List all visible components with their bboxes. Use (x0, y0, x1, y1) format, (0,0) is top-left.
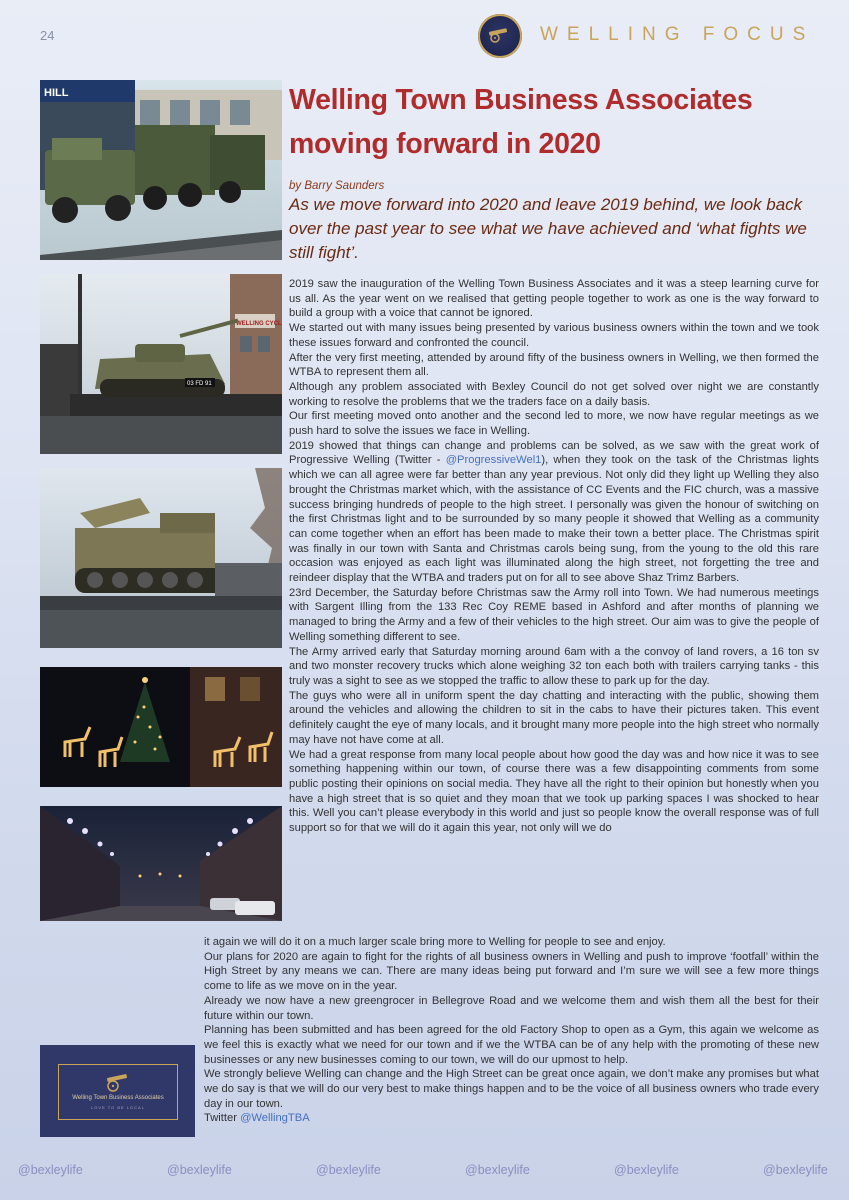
paragraph: Although any problem associated with Bexley Council do not get solved over night we are constantly working to resolve the problems that we the traders face on a daily basis. (289, 380, 819, 408)
paragraph: 2019 saw the inauguration of the Welling Town Business Associates and it was a steep learning curve for us all. As the year went on we realised that getting people together to work as one is the way forward to build a group with a voice that cannot be ignored. (289, 278, 819, 320)
paragraph: it again we will do it on a much larger scale bring more to Welling for people to see and enjoy. (204, 936, 666, 948)
paragraph: The Army arrived early that Saturday morning around 6am with a the convoy of land rovers, a 16 ton sv and two monster recovery trucks which alone weighing 32 ton each both with trailers carrying tanks - this truly was a sight to see as we stopped the traffic to allow these to park up for the day. (289, 645, 819, 687)
paragraph-progressive (289, 439, 819, 586)
cannon-icon (486, 26, 514, 44)
paragraph: Planning has been submitted and has been agreed for the old Factory Shop to open as a Gym, this again we welcome as we feel this is exactly what we need for our town and if we the WTBA can be of any help with the promoting of these new businesses or any new businesses coming to our town, we will do our upmost to help. (204, 1024, 819, 1066)
wtba-twitter-link[interactable]: @WellingTBA (240, 1112, 310, 1125)
magazine-logo (478, 14, 522, 58)
footer-handle[interactable]: @bexleylife (167, 1163, 232, 1177)
twitter-line (204, 1111, 819, 1126)
logo-tagline: LOVE TO BE LOCAL (91, 1105, 145, 1110)
logo-name: Welling Town Business Associates (72, 1095, 164, 1101)
article-body-narrow (289, 277, 819, 836)
vehicle-plate: 03 FD 91 (187, 381, 212, 387)
photo-christmas-reindeer (40, 667, 282, 787)
paragraph-text: ), when they took on the task of the Christmas lights which we can all agree were far better than any year previous. Not only did they light up Welling they also brought the Christmas market which, with the assistance of CC Events and the FIC church, was a massive success bringing hundreds of people to the high street. I personally was given the honour of switching on the first Christmas light and to be surrounded by so many people it showed that Welling as a community can come together when an effort has been made to make their town a better place. The Christmas spirit was finally in our town with Santa and Christmas carols being sung, from the young to the old this rare occasion was enjoyed as each light was illuminated along the high street, not forgetting the tree and reindeer display that the WTBA and traders put on for all to see above Shaz Trimz Barbers. (289, 454, 819, 585)
headline-line1: Welling Town Business Associates (289, 84, 753, 116)
photo-army-convoy (40, 80, 282, 260)
photo-tank-trailer (40, 274, 282, 454)
paragraph: Our plans for 2020 are again to fight for the rights of all business owners in Welling and push to improve ‘footfall’ within the High Street by any means we can. There are many ideas being put forward and I’m sure we will see a few more things come to life as we move on in the year. (204, 950, 819, 993)
paragraph: 23rd December, the Saturday before Christmas saw the Army roll into Town. We had numerous meetings with Sargent Illing from the 133 Rec Coy REME based in Ashford and after months of planning we managed to bring the Army and a few of their vehicles to the high street. Our aim was to give the people of Welling something different to see. (289, 586, 819, 643)
wtba-logo-card (40, 1045, 195, 1137)
paragraph: The guys who were all in uniform spent the day chatting and interacting with the public, showing them around the vehicles and allowing the children to sit in the cabs to have their pictures taken. This event definitely caught the eye of many locals, and it brought many more people into the high street who normally may have not have come at all. (289, 689, 819, 746)
paragraph: After the very first meeting, attended by around fifty of the business owners in Welling, we then formed the WTBA to represent them all. (289, 351, 819, 379)
article-headline (289, 78, 819, 166)
paragraph: Our first meeting moved onto another and the second led to more, we now have regular meetings as we push hard to solve the issues we face in Welling. (289, 410, 819, 438)
paragraph: We had a great response from many local people about how good the day was and how nice it was to see something happening within our town, of course there was a few disappointing comments from some public posting their opinions on social media. They have all the right to their opinion but honestly when you have a high street that is so quiet and they moan that we took up parking spaces I was shocked to hear this. Well you can’t please everybody in this world and just so people know the overall response was of full support so for that we will do it again this year, not only will we do (289, 748, 819, 835)
shop-sign: HILL (44, 87, 69, 99)
article-body-wide (204, 935, 819, 1126)
headline-line2: moving forward in 2020 (289, 128, 601, 160)
footer-handle[interactable]: @bexleylife (763, 1163, 828, 1177)
footer-handle[interactable]: @bexleylife (614, 1163, 679, 1177)
byline: by Barry Saunders (289, 180, 385, 192)
paragraph: We strongly believe Welling can change and the High Street can be great once again, we don’t make any promises but what we do say is that we will do our very best to make things happen and to be the voice of all business owners who trade every day in our town. (204, 1068, 819, 1110)
logo-frame (58, 1064, 178, 1120)
footer-handle[interactable]: @bexleylife (18, 1163, 83, 1177)
footer-handle[interactable]: @bexleylife (316, 1163, 381, 1177)
photo-highstreet-lights (40, 806, 282, 921)
page-number: 24 (40, 28, 55, 43)
standfirst: As we move forward into 2020 and leave 2019 behind, we look back over the past year to see what we have achieved and ‘what fights we still fight’. (289, 195, 807, 262)
progressive-welling-link[interactable]: @ProgressiveWel1 (445, 454, 542, 467)
footer-handle[interactable]: @bexleylife (465, 1163, 530, 1177)
shop-sign: WELLING CYCL (236, 321, 282, 327)
paragraph-text: 2019 showed that things can change and problems can be solved, as we saw with the great work of Progressive Welling (Twitter - (289, 439, 819, 467)
paragraph: We started out with many issues being presented by various business owners within the town and we took these issues forward and confronted the council. (289, 322, 819, 349)
twitter-label: Twitter (204, 1112, 241, 1125)
magazine-title: WELLING FOCUS (540, 24, 815, 45)
photo-recovery-vehicle (40, 468, 282, 648)
cannon-icon (103, 1071, 133, 1093)
paragraph: Already we now have a new greengrocer in Bellegrove Road and we welcome them and wish them all the best for their future within our town. (204, 994, 819, 1022)
